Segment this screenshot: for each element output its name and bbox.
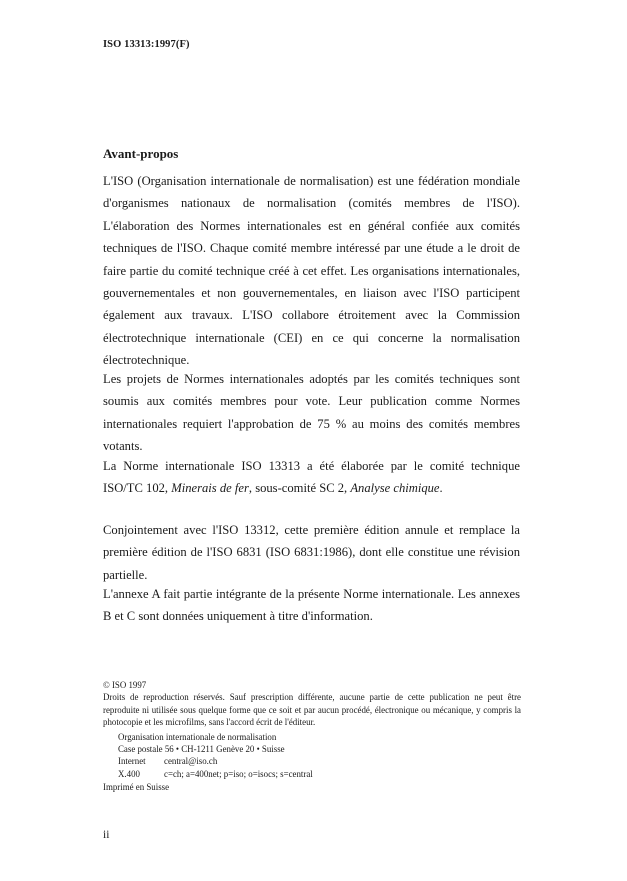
document-id-header: ISO 13313:1997(F): [103, 39, 190, 50]
section-title-foreword: Avant-propos: [103, 146, 179, 161]
x400-address: c=ch; a=400net; p=iso; o=isocs; s=central: [164, 768, 313, 779]
copyright-notice: Droits de reproduction réservés. Sauf prescription différente, aucune partie de cette publication ne peut être reproduite ni utilisée sous quelque forme que ce soit et par aucun procédé, électronique ou mécanique, y compris la photocopie et les microfilms, sans l'accord écrit de l'éditeur.: [103, 692, 521, 728]
internet-row: [118, 755, 521, 767]
foreword-paragraph-5: L'annexe A fait partie intégrante de la présente Norme internationale. Les annexes B et C sont données uniquement à titre d'information.: [103, 587, 520, 624]
printed-in: Imprimé en Suisse: [103, 782, 170, 793]
foreword-paragraph-4: Conjointement avec l'ISO 13312, cette première édition annule et remplace la première édition de l'ISO 6831 (ISO 6831:1986), dont elle constitue une révision partielle.: [103, 523, 520, 582]
foreword-paragraph-3: [103, 455, 520, 500]
internet-address: central@iso.ch: [164, 756, 218, 767]
copyright-line: © ISO 1997: [103, 680, 147, 690]
x400-label: X.400: [118, 768, 140, 779]
publisher-address: [118, 731, 521, 781]
x400-row: [118, 768, 521, 780]
page-number: ii: [103, 829, 110, 841]
copyright-block: [103, 679, 521, 794]
foreword-paragraph-2: Les projets de Normes internationales adoptés par les comités techniques sont soumis aux comités membres pour vote. Leur publication comme Normes internationales requiert l'approbation de 75 % au moins des comités membres votants.: [103, 372, 520, 454]
p3-end: .: [439, 481, 443, 496]
p3-mid: , sous-comité SC 2,: [248, 481, 351, 496]
p3-lead: La Norme internationale ISO 13313 a été élaborée par le comité technique ISO/TC 102,: [103, 459, 520, 496]
committee-name: Minerais de fer: [171, 481, 249, 496]
organisation-name: Organisation internationale de normalisation: [118, 731, 277, 742]
subcommittee-name: Analyse chimique: [350, 481, 440, 496]
foreword-paragraph-1: L'ISO (Organisation internationale de normalisation) est une fédération mondiale d'organismes nationaux de normalisation (comités membres de l'ISO). L'élaboration des Normes internationales est en général confiée aux comités techniques de l'ISO. Chaque comité membre intéressé par une étude a le droit de faire partie du comité technique créé à cet effet. Les organisations internationales, gouvernementales et non gouvernementales, en liaison avec l'ISO participent également aux travaux. L'ISO collabore étroitement avec la Commission électrotechnique internationale (CEI) en ce qui concerne la normalisation électrotechnique.: [103, 174, 520, 368]
internet-label: Internet: [118, 756, 146, 767]
postal-address: Case postale 56 • CH-1211 Genève 20 • Suisse: [118, 744, 285, 755]
